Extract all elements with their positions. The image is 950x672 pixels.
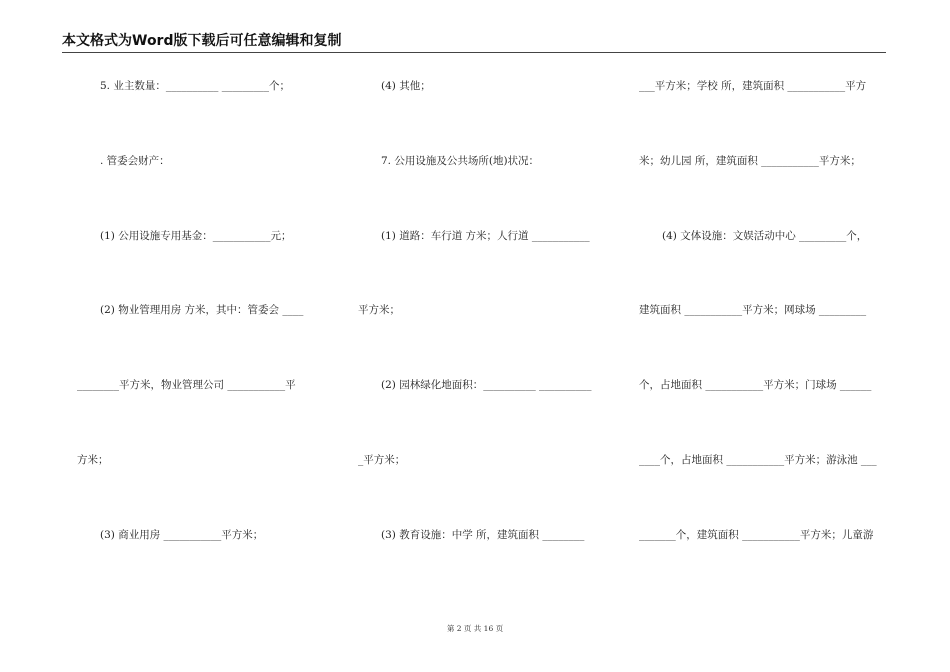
middle-line-4: 平方米； [358, 304, 400, 316]
right-line-5: 个，占地面积 ___________平方米；门球场 ______ [639, 379, 872, 391]
left-line-2: . 管委会财产： [100, 155, 170, 167]
left-line-3: (1) 公用设施专用基金：___________元； [100, 230, 292, 242]
right-line-7: _______个，建筑面积 ___________平方米；儿童游 [639, 529, 874, 541]
header-divider [62, 52, 886, 53]
right-line-4: 建筑面积 ___________平方米；网球场 _________ [639, 304, 867, 316]
page-number: 第 2 页 共 16 页 [446, 624, 504, 633]
middle-line-2: 7. 公用设施及公共场所(地)状况： [381, 155, 540, 167]
right-line-3: (4) 文体设施：文娱活动中心 _________个， [662, 230, 868, 242]
left-line-5: ________平方米，物业管理公司 ___________平 [77, 379, 296, 391]
right-line-2: 米；幼儿园 所，建筑面积 ___________平方米； [639, 155, 861, 167]
left-line-1: 5. 业主数量：__________ _________个； [100, 80, 290, 92]
middle-line-7: (3) 教育设施：中学 所，建筑面积 ________ [381, 529, 585, 541]
left-line-6: 方米； [77, 454, 109, 466]
middle-line-5: (2) 园林绿化地面积：__________ __________ [381, 379, 592, 391]
right-line-1: ___平方米；学校 所，建筑面积 ___________平方 [639, 80, 867, 92]
middle-line-6: _平方米； [358, 454, 406, 466]
right-line-6: ____个，占地面积 ___________平方米；游泳池 ___ [639, 454, 877, 466]
left-line-4: (2) 物业管理用房 方米，其中：管委会 ____ [100, 304, 304, 316]
middle-line-3: (1) 道路：车行道 方米；人行道 ___________ [381, 230, 590, 242]
document-header-title: 本文格式为Word版下载后可任意编辑和复制 [62, 33, 342, 49]
left-line-7: (3) 商业用房 ___________平方米； [100, 529, 264, 541]
middle-line-1: (4) 其他； [381, 80, 431, 92]
